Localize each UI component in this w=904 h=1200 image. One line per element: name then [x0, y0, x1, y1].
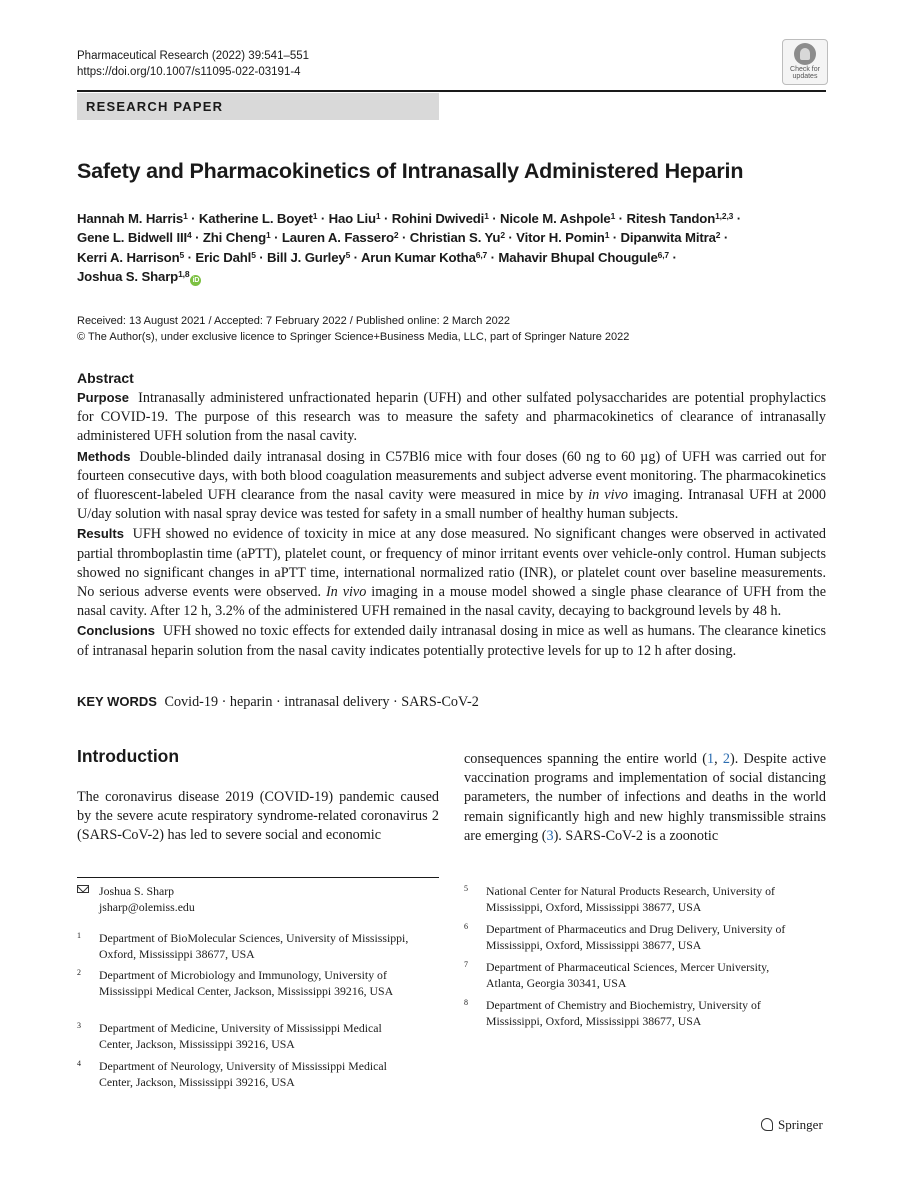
- author-name[interactable]: Ritesh Tandon: [626, 211, 716, 226]
- conclusions-text: UFH showed no toxic effects for extended daily intranasal dosing in mice as well as humans. The clearance kinetics of intranasal heparin solution from the nasal cavity indicates potentially protective levels for up to 12 h after dosing.: [77, 623, 827, 659]
- affiliation-text: Department of BioMolecular Sciences, University of Mississippi, Oxford, Mississippi 38677, USA: [99, 931, 409, 961]
- affiliation-text: Department of Neurology, University of Mississippi Medical Center, Jackson, Mississippi 39216, USA: [99, 1059, 387, 1089]
- author-affiliation: 1: [312, 211, 318, 221]
- author-list: Hannah M. Harris$^1$ · Katherine L. Boyet$^1$ · Hao Liu$^1$ · Rohini Dwivedi$^1$ · Nicole M. Ashpole$^1$ · Ritesh Tandon$^{1,2,3}$ · Gene L. Bidwell $III^4$ · Zhi Cheng$^1$ · Lauren A. Fassero$^2$ · Christian S. $Yu^2$ · Vitor H. Pomin$^1$ · Dipanwita Mitra$^2$ · Kerri A. Harrison$^5$ · Eric Dahl$^5$ · Bill J. Gurley$^5$ · Arun Kumar Kotha$^{6,7}$ · Mahavir Bhupal Chougule$^{6,7}$ · Joshua S. Sharp$^{1,8}$iD: [77, 211, 742, 284]
- affiliation-item: [464, 997, 804, 1029]
- footnote-rule: [77, 877, 439, 878]
- affiliation-number: 4: [77, 1059, 81, 1068]
- introduction-right-column: [464, 750, 826, 846]
- affiliation-item: [464, 883, 804, 915]
- affiliation-number: 5: [464, 884, 468, 893]
- crossmark-icon: [794, 43, 816, 65]
- header-rule: [77, 90, 826, 92]
- introduction-heading: Introduction: [77, 746, 180, 766]
- author-affiliation: 6,7: [657, 249, 670, 260]
- author-name[interactable]: Lauren A. Fassero: [281, 230, 394, 246]
- author-affiliation: 6,7: [475, 249, 488, 260]
- doi-link[interactable]: https://doi.org/10.1007/s11095-022-03191-4: [77, 66, 301, 78]
- introduction-left-column: The coronavirus disease 2019 (COVID-19) pandemic caused by the severe acute respiratory syndrome-related coronavirus 2 (SARS-CoV-2) has led to severe social and economic: [77, 789, 439, 844]
- affiliation-text: Department of Microbiology and Immunology, University of Mississippi Medical Center, Jackson, Mississippi 39216, USA: [99, 968, 394, 998]
- author-affiliation: 2: [715, 230, 721, 241]
- affiliation-number: 8: [464, 998, 468, 1007]
- badge-line-2: updates: [792, 73, 818, 80]
- author-affiliation: 1: [604, 230, 610, 241]
- affiliation-number: 2: [77, 968, 81, 977]
- methods-text-cont: imaging. Intranasal UFH at 2000 U/day solution with nasal spray device was tested for safety in a small number of healthy human subjects.: [77, 487, 827, 523]
- author-name[interactable]: Kerri A. Harrison: [77, 249, 180, 265]
- methods-emphasis: in vivo: [588, 487, 628, 504]
- author-name[interactable]: Eric Dahl: [195, 249, 252, 265]
- author-name[interactable]: Dipanwita Mitra: [620, 230, 716, 246]
- affiliation-item: [464, 959, 804, 991]
- affiliation-number: 7: [464, 960, 468, 969]
- author-name[interactable]: Hannah M. Harris: [77, 211, 184, 226]
- journal-citation: [77, 48, 309, 80]
- author-affiliation: 1: [610, 211, 616, 221]
- keywords-text: Covid-19 · heparin · intranasal delivery · SARS-CoV-2: [164, 694, 479, 710]
- publisher-name: Springer: [778, 1117, 823, 1132]
- abstract-results: [77, 524, 826, 621]
- methods-text: Double-blinded daily intranasal dosing in C57Bl6 mice with four doses (60 ng to 60 µg) of UFH was carried out for fourteen consecutive days, with both blood coagulation measurements and subject adverse event monitoring. The pharmacokinetics of fluorescent-labeled UFH clearance from the nasal cavity were measured in mice by: [77, 448, 827, 504]
- affiliation-item: [464, 921, 804, 953]
- author-affiliation: 2: [500, 230, 505, 241]
- author-name[interactable]: Joshua S. Sharp: [77, 268, 179, 284]
- author-affiliation: 1,2,3: [715, 211, 734, 221]
- publisher-footer: [761, 1116, 823, 1134]
- intro-text: consequences spanning the entire world (: [464, 751, 707, 767]
- purpose-label: Purpose: [77, 390, 130, 405]
- affiliation-number: 3: [77, 1021, 81, 1030]
- affiliation-text: Department of Pharmaceutical Sciences, Mercer University, Atlanta, Georgia 30341, USA: [486, 960, 770, 990]
- citation-link[interactable]: 1: [707, 751, 715, 767]
- author-affiliation: 5: [345, 249, 351, 260]
- publication-dates: [77, 313, 837, 345]
- author-name[interactable]: Arun Kumar Kotha: [360, 249, 476, 265]
- journal-line: Pharmaceutical Research (2022) 39:541–551: [77, 50, 310, 62]
- author-affiliation: 2: [393, 230, 399, 241]
- springer-logo-icon: [761, 1118, 773, 1131]
- results-text-cont: imaging in a mouse model showed a single phase clearance of UFH from the nasal cavity. After 12 h, 3.2% of the administered UFH remained in the nasal cavity, decaying to background levels by 48 h.: [77, 584, 827, 620]
- methods-label: Methods: [77, 448, 131, 464]
- results-text: UFH showed no evidence of toxicity in mice at any dose measured. No significant changes were observed in activated partial thromboplastin time (aPTT), platelet count, or frequency of minor irritant events over vehicle-only control. Human subjects showed no significant changes in aPTT time, international normalized ratio (INR), or platelet count over baseline measurements. No serious adverse events were observed.: [77, 526, 826, 601]
- abstract-purpose: [77, 388, 826, 447]
- results-label: Results: [77, 526, 124, 542]
- author-name[interactable]: Zhi Cheng: [202, 230, 266, 246]
- author-affiliation: 1,8: [178, 268, 190, 279]
- results-emphasis: In vivo: [325, 584, 367, 601]
- article-title: Safety and Pharmacokinetics of Intranasally Administered Heparin: [77, 159, 744, 183]
- purpose-text: Intranasally administered unfractionated heparin (UFH) and other sulfated polysaccharides are potential prophylactics for COVID-19. The purpose of this research was to measure the safety and pharmacokinetics of clearance of intranasally administered UFH solution from the nasal cavity.: [77, 390, 826, 445]
- abstract-body: [77, 388, 826, 661]
- author-affiliation: 5: [251, 249, 256, 260]
- author-affiliation: 1: [183, 211, 188, 221]
- affiliation-item: [77, 967, 417, 999]
- author-name[interactable]: Bill J. Gurley: [267, 249, 346, 265]
- section-label: RESEARCH PAPER: [77, 93, 439, 120]
- keywords: [77, 692, 826, 712]
- affiliation-item: [77, 1020, 417, 1052]
- author-name[interactable]: Christian S. Yu: [409, 230, 501, 246]
- badge-line-1: Check for: [790, 66, 820, 73]
- corresponding-name: Joshua S. Sharp: [99, 884, 175, 898]
- affiliation-item: [77, 930, 417, 962]
- citation-link[interactable]: 3: [546, 827, 554, 844]
- check-for-updates-badge[interactable]: [782, 39, 828, 85]
- keywords-label: KEY WORDS: [77, 694, 157, 709]
- author-name[interactable]: Rohini Dwivedi: [391, 211, 485, 226]
- conclusions-label: Conclusions: [77, 623, 156, 639]
- intro-text: ). Despite active vaccination programs and implementation of social distancing parameters, the number of infections and deaths in the world remain significantly high and new highly transmissible strains are emerging (: [464, 751, 827, 844]
- affiliation-number: 6: [464, 922, 468, 931]
- envelope-icon: [77, 885, 89, 893]
- affiliation-item: [77, 1058, 417, 1090]
- author-name[interactable]: Nicole M. Ashpole: [500, 211, 611, 226]
- affiliation-text: Department of Pharmaceutics and Drug Delivery, University of Mississippi, Oxford, Mississippi 38677, USA: [486, 922, 786, 952]
- author-name[interactable]: Gene L. Bidwell III: [77, 230, 187, 246]
- orcid-icon[interactable]: iD: [190, 275, 201, 286]
- affiliation-text: Department of Chemistry and Biochemistry, University of Mississippi, Oxford, Mississippi 38677, USA: [486, 998, 761, 1028]
- affiliation-number: 1: [77, 931, 81, 940]
- abstract-methods: [77, 447, 826, 525]
- abstract-heading: Abstract: [77, 370, 134, 386]
- author-name[interactable]: Mahavir Bhupal Chougule: [498, 249, 658, 265]
- author-affiliation: 4: [187, 230, 192, 241]
- affiliation-text: Department of Medicine, University of Mississippi Medical Center, Jackson, Mississippi 39216, USA: [99, 1021, 382, 1051]
- corresponding-email[interactable]: jsharp@olemiss.edu: [99, 900, 195, 914]
- corresponding-author: [77, 883, 439, 915]
- author-affiliation: 1: [484, 211, 489, 221]
- citation-link[interactable]: 2: [722, 751, 730, 767]
- affiliation-text: National Center for Natural Products Research, University of Mississippi, Oxford, Mississippi 38677, USA: [486, 884, 775, 914]
- copyright-line: © The Author(s), under exclusive licence to Springer Science+Business Media, LLC, part of Springer Nature 2022: [77, 331, 630, 343]
- author-name[interactable]: Hao Liu: [328, 211, 376, 226]
- intro-text: ). SARS-CoV-2 is a zoonotic: [553, 827, 719, 844]
- author-affiliation: 1: [375, 211, 381, 221]
- author-affiliation: 1: [265, 230, 271, 241]
- author-name[interactable]: Vitor H. Pomin: [516, 230, 605, 246]
- dates-line: Received: 13 August 2021 / Accepted: 7 February 2022 / Published online: 2 March 2022: [77, 315, 510, 327]
- intro-text: ,: [714, 751, 723, 767]
- author-affiliation: 5: [179, 249, 185, 260]
- abstract-conclusions: [77, 621, 826, 660]
- author-name[interactable]: Katherine L. Boyet: [198, 211, 313, 226]
